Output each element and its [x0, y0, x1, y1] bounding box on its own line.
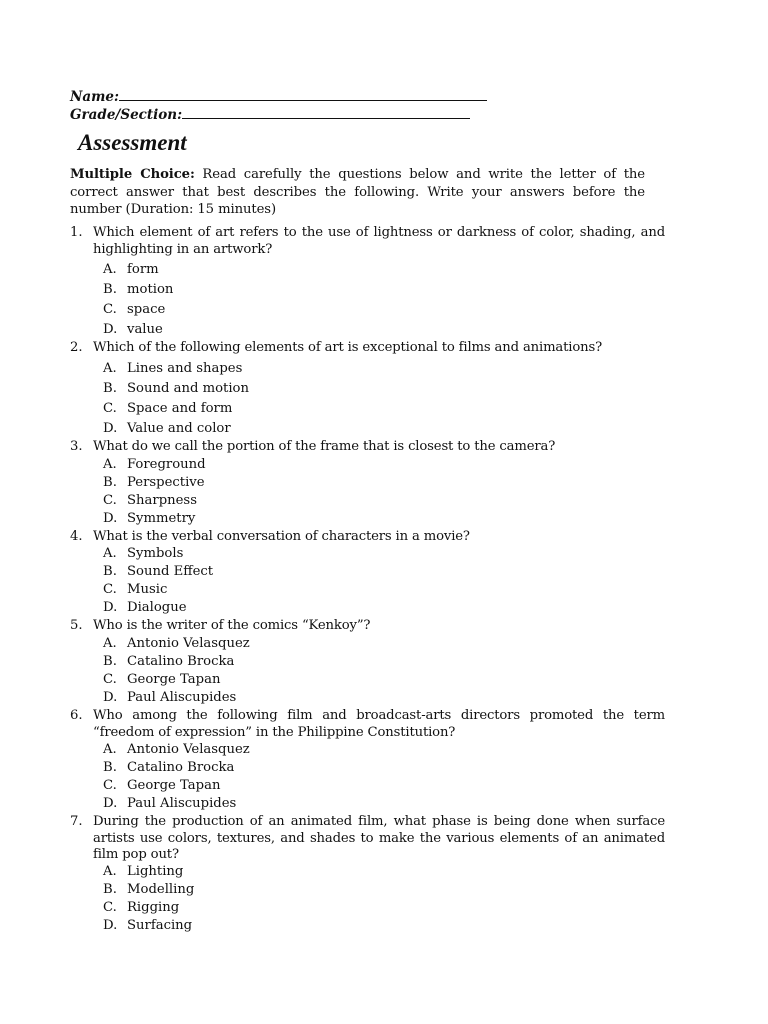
- option-letter: A.: [103, 864, 117, 879]
- option-letter: C.: [103, 401, 117, 416]
- name-field: [70, 88, 487, 105]
- option-letter: D.: [103, 322, 118, 337]
- option-5b: [103, 654, 234, 670]
- option-text: Surfacing: [127, 918, 193, 933]
- option-letter: B.: [103, 564, 117, 579]
- page-title: Assessment: [78, 130, 187, 155]
- option-text: Space and form: [127, 401, 233, 416]
- option-text: Perspective: [127, 475, 205, 490]
- question-text: Which of the following elements of art is exceptional to films and animations?: [93, 340, 603, 355]
- question-7: [70, 814, 665, 864]
- question-text: During the production of an animated film, what phase is being done when surface artists use colors, textures, and shades to make the various elements of an animated film pop out?: [93, 814, 665, 862]
- instructions: [70, 166, 645, 219]
- question-6: [70, 708, 665, 741]
- option-text: Symbols: [127, 546, 184, 561]
- option-letter: C.: [103, 493, 117, 508]
- question-number: 4.: [70, 529, 83, 544]
- option-text: Catalino Brocka: [127, 760, 235, 775]
- option-letter: B.: [103, 882, 117, 897]
- option-letter: D.: [103, 600, 118, 615]
- option-text: Symmetry: [127, 511, 196, 526]
- option-3c: [103, 493, 197, 509]
- option-text: motion: [127, 282, 174, 297]
- option-letter: B.: [103, 282, 117, 297]
- option-letter: A.: [103, 457, 117, 472]
- option-text: George Tapan: [127, 778, 221, 793]
- option-letter: D.: [103, 421, 118, 436]
- option-4a: [103, 546, 183, 562]
- option-2b: [103, 381, 249, 397]
- instructions-label: Multiple Choice:: [70, 167, 195, 182]
- option-6d: [103, 796, 236, 812]
- option-letter: D.: [103, 511, 118, 526]
- option-text: Value and color: [127, 421, 231, 436]
- question-number: 2.: [70, 340, 83, 355]
- option-3d: [103, 511, 195, 527]
- option-7c: [103, 900, 179, 916]
- option-2d: [103, 421, 231, 437]
- option-text: George Tapan: [127, 672, 221, 687]
- option-2a: [103, 361, 242, 377]
- question-text: Who is the writer of the comics “Kenkoy”?: [93, 618, 371, 633]
- grade-section-field: [70, 106, 470, 123]
- question-text: Who among the following film and broadcast-arts directors promoted the term “freedom of expression” in the Philippine Constitution?: [93, 708, 665, 740]
- option-7b: [103, 882, 194, 898]
- option-letter: C.: [103, 672, 117, 687]
- question-number: 3.: [70, 439, 83, 454]
- option-letter: A.: [103, 262, 117, 277]
- option-1a: [103, 262, 159, 278]
- option-text: Paul Aliscupides: [127, 690, 237, 705]
- question-number: 5.: [70, 618, 83, 633]
- option-text: Music: [127, 582, 168, 597]
- name-label: Name:: [70, 89, 119, 105]
- option-4c: [103, 582, 167, 598]
- option-text: Sharpness: [127, 493, 197, 508]
- option-text: Catalino Brocka: [127, 654, 235, 669]
- option-letter: B.: [103, 381, 117, 396]
- question-number: 1.: [70, 225, 83, 240]
- question-text: What is the verbal conversation of characters in a movie?: [93, 529, 470, 544]
- question-1: [70, 225, 665, 258]
- question-number: 6.: [70, 708, 83, 723]
- question-3: [70, 439, 665, 456]
- option-letter: D.: [103, 918, 118, 933]
- option-text: value: [127, 322, 163, 337]
- option-6c: [103, 778, 220, 794]
- option-letter: A.: [103, 361, 117, 376]
- option-letter: C.: [103, 900, 117, 915]
- option-letter: A.: [103, 742, 117, 757]
- option-letter: A.: [103, 546, 117, 561]
- option-text: Sound and motion: [127, 381, 249, 396]
- grade-section-blank-line[interactable]: [182, 106, 470, 119]
- option-text: Dialogue: [127, 600, 187, 615]
- option-letter: B.: [103, 475, 117, 490]
- question-2: [70, 340, 665, 357]
- option-5c: [103, 672, 220, 688]
- option-letter: C.: [103, 778, 117, 793]
- option-1c: [103, 302, 165, 318]
- option-3b: [103, 475, 205, 491]
- option-text: Rigging: [127, 900, 180, 915]
- name-blank-line[interactable]: [119, 88, 487, 101]
- option-5d: [103, 690, 236, 706]
- option-letter: D.: [103, 796, 118, 811]
- instructions-text: Read carefully the questions below and write the letter of the correct answer that best describes the following. Write your answers before the number (Duration: 15 minutes): [70, 167, 645, 217]
- option-text: Paul Aliscupides: [127, 796, 237, 811]
- option-text: space: [127, 302, 166, 317]
- option-text: Modelling: [127, 882, 195, 897]
- question-text: Which element of art refers to the use of lightness or darkness of color, shading, and highlighting in an artwork?: [93, 225, 665, 257]
- option-text: Sound Effect: [127, 564, 214, 579]
- option-letter: C.: [103, 302, 117, 317]
- question-5: [70, 618, 665, 635]
- option-letter: C.: [103, 582, 117, 597]
- option-1b: [103, 282, 173, 298]
- option-7a: [103, 864, 183, 880]
- option-4b: [103, 564, 213, 580]
- option-text: Antonio Velasquez: [127, 636, 250, 651]
- option-3a: [103, 457, 206, 473]
- option-letter: B.: [103, 760, 117, 775]
- option-text: Lighting: [127, 864, 184, 879]
- option-letter: B.: [103, 654, 117, 669]
- option-4d: [103, 600, 187, 616]
- question-4: [70, 529, 665, 546]
- option-1d: [103, 322, 163, 338]
- option-letter: A.: [103, 636, 117, 651]
- question-number: 7.: [70, 814, 83, 829]
- option-5a: [103, 636, 250, 652]
- option-text: form: [127, 262, 159, 277]
- option-6a: [103, 742, 250, 758]
- option-2c: [103, 401, 232, 417]
- question-text: What do we call the portion of the frame that is closest to the camera?: [93, 439, 556, 454]
- option-7d: [103, 918, 192, 934]
- grade-section-label: Grade/Section:: [70, 107, 183, 123]
- option-text: Antonio Velasquez: [127, 742, 250, 757]
- option-letter: D.: [103, 690, 118, 705]
- option-6b: [103, 760, 234, 776]
- option-text: Foreground: [127, 457, 206, 472]
- option-text: Lines and shapes: [127, 361, 243, 376]
